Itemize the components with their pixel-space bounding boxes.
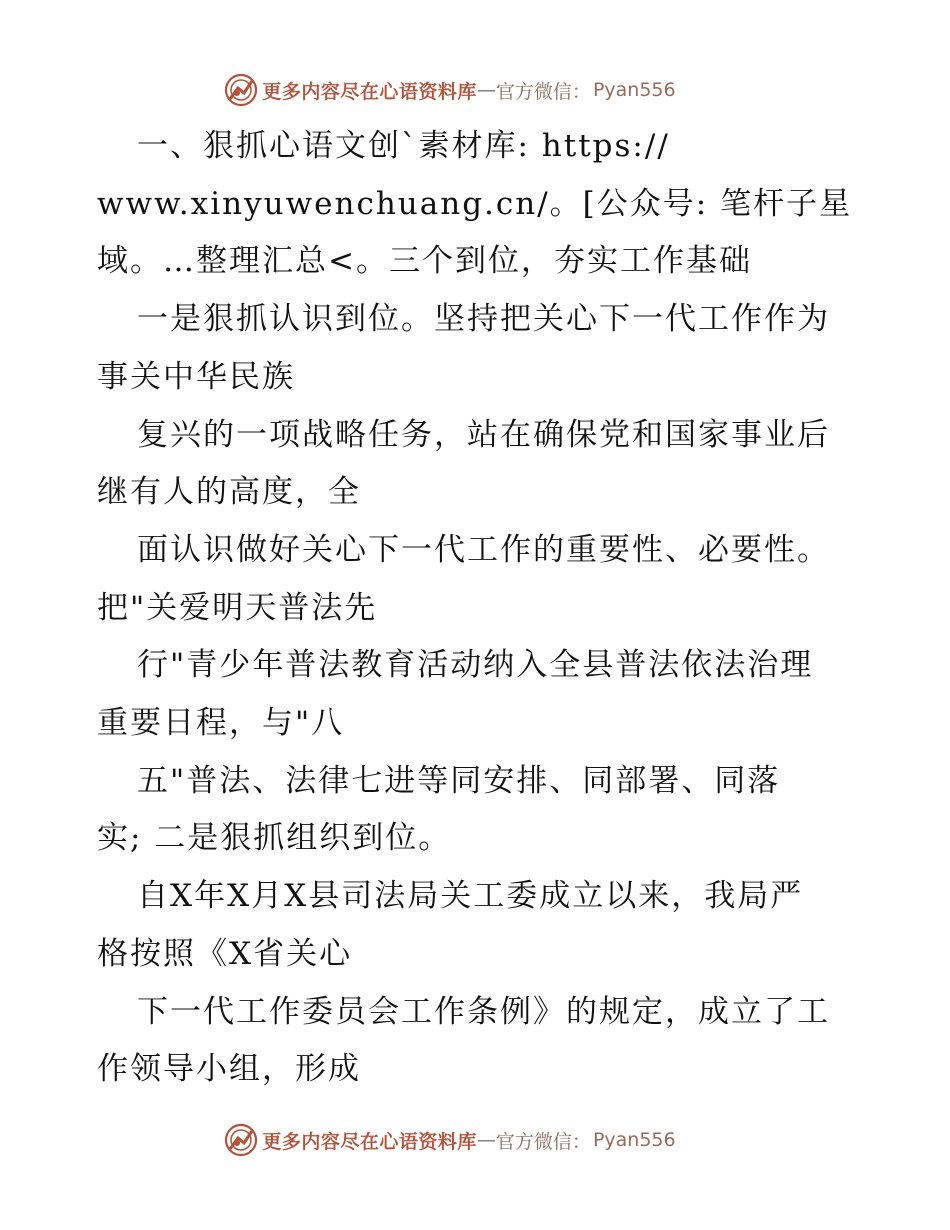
watermark-wechat-label: 官方微信：: [495, 80, 591, 103]
watermark-wechat-id: Pyan556: [592, 79, 676, 101]
text-line-5: 事关中华民族: [97, 358, 295, 395]
brand-logo-icon: [224, 73, 258, 107]
text-line-8: 面认识做好关心下一代工作的重要性、必要性。: [137, 531, 830, 568]
text-line-10: 行"青少年普法教育活动纳入全县普法依法治理: [137, 647, 814, 684]
watermark-wechat-label: 官方微信：: [495, 1130, 591, 1153]
text-line-4: 一是狠抓认识到位。坚持把关心下一代工作作为: [137, 301, 830, 338]
text-line-16: 下一代工作委员会工作条例》的规定，成立了工: [137, 993, 830, 1030]
watermark-wechat-id: Pyan556: [592, 1129, 676, 1151]
text-line-15: 格按照《X省关心: [97, 935, 353, 972]
text-line-11: 重要日程，与"八: [97, 705, 345, 742]
watermark-main-text: 更多内容尽在心语资料库: [262, 80, 477, 103]
text-line-13: 实; 二是狠抓组织到位。: [97, 820, 452, 857]
footer-watermark-banner: [0, 1122, 950, 1158]
text-line-2: www.xinyuwenchuang.cn/。[公众号: 笔杆子星: [97, 185, 853, 222]
text-line-7: 继有人的高度，全: [97, 474, 361, 511]
text-line-14: 自X年X月X县司法局关工委成立以来，我局严: [137, 878, 804, 915]
text-line-12: 五"普法、法律七进等同安排、同部署、同落: [137, 762, 781, 799]
document-body: [97, 118, 857, 1099]
brand-logo-icon: [224, 1123, 258, 1157]
text-line-3: 域。…整理汇总<。三个到位，夯实工作基础: [97, 243, 752, 280]
text-line-1: 一、狠抓心语文创`素材库: https://: [137, 128, 670, 164]
text-line-17: 作领导小组，形成: [97, 1051, 361, 1088]
header-watermark-banner: [0, 72, 950, 108]
watermark-dash: —: [476, 79, 496, 101]
text-line-6: 复兴的一项战略任务，站在确保党和国家事业后: [137, 416, 830, 453]
text-line-9: 把"关爱明天普法先: [97, 589, 378, 626]
watermark-dash: —: [476, 1129, 496, 1151]
watermark-main-text: 更多内容尽在心语资料库: [262, 1130, 477, 1153]
